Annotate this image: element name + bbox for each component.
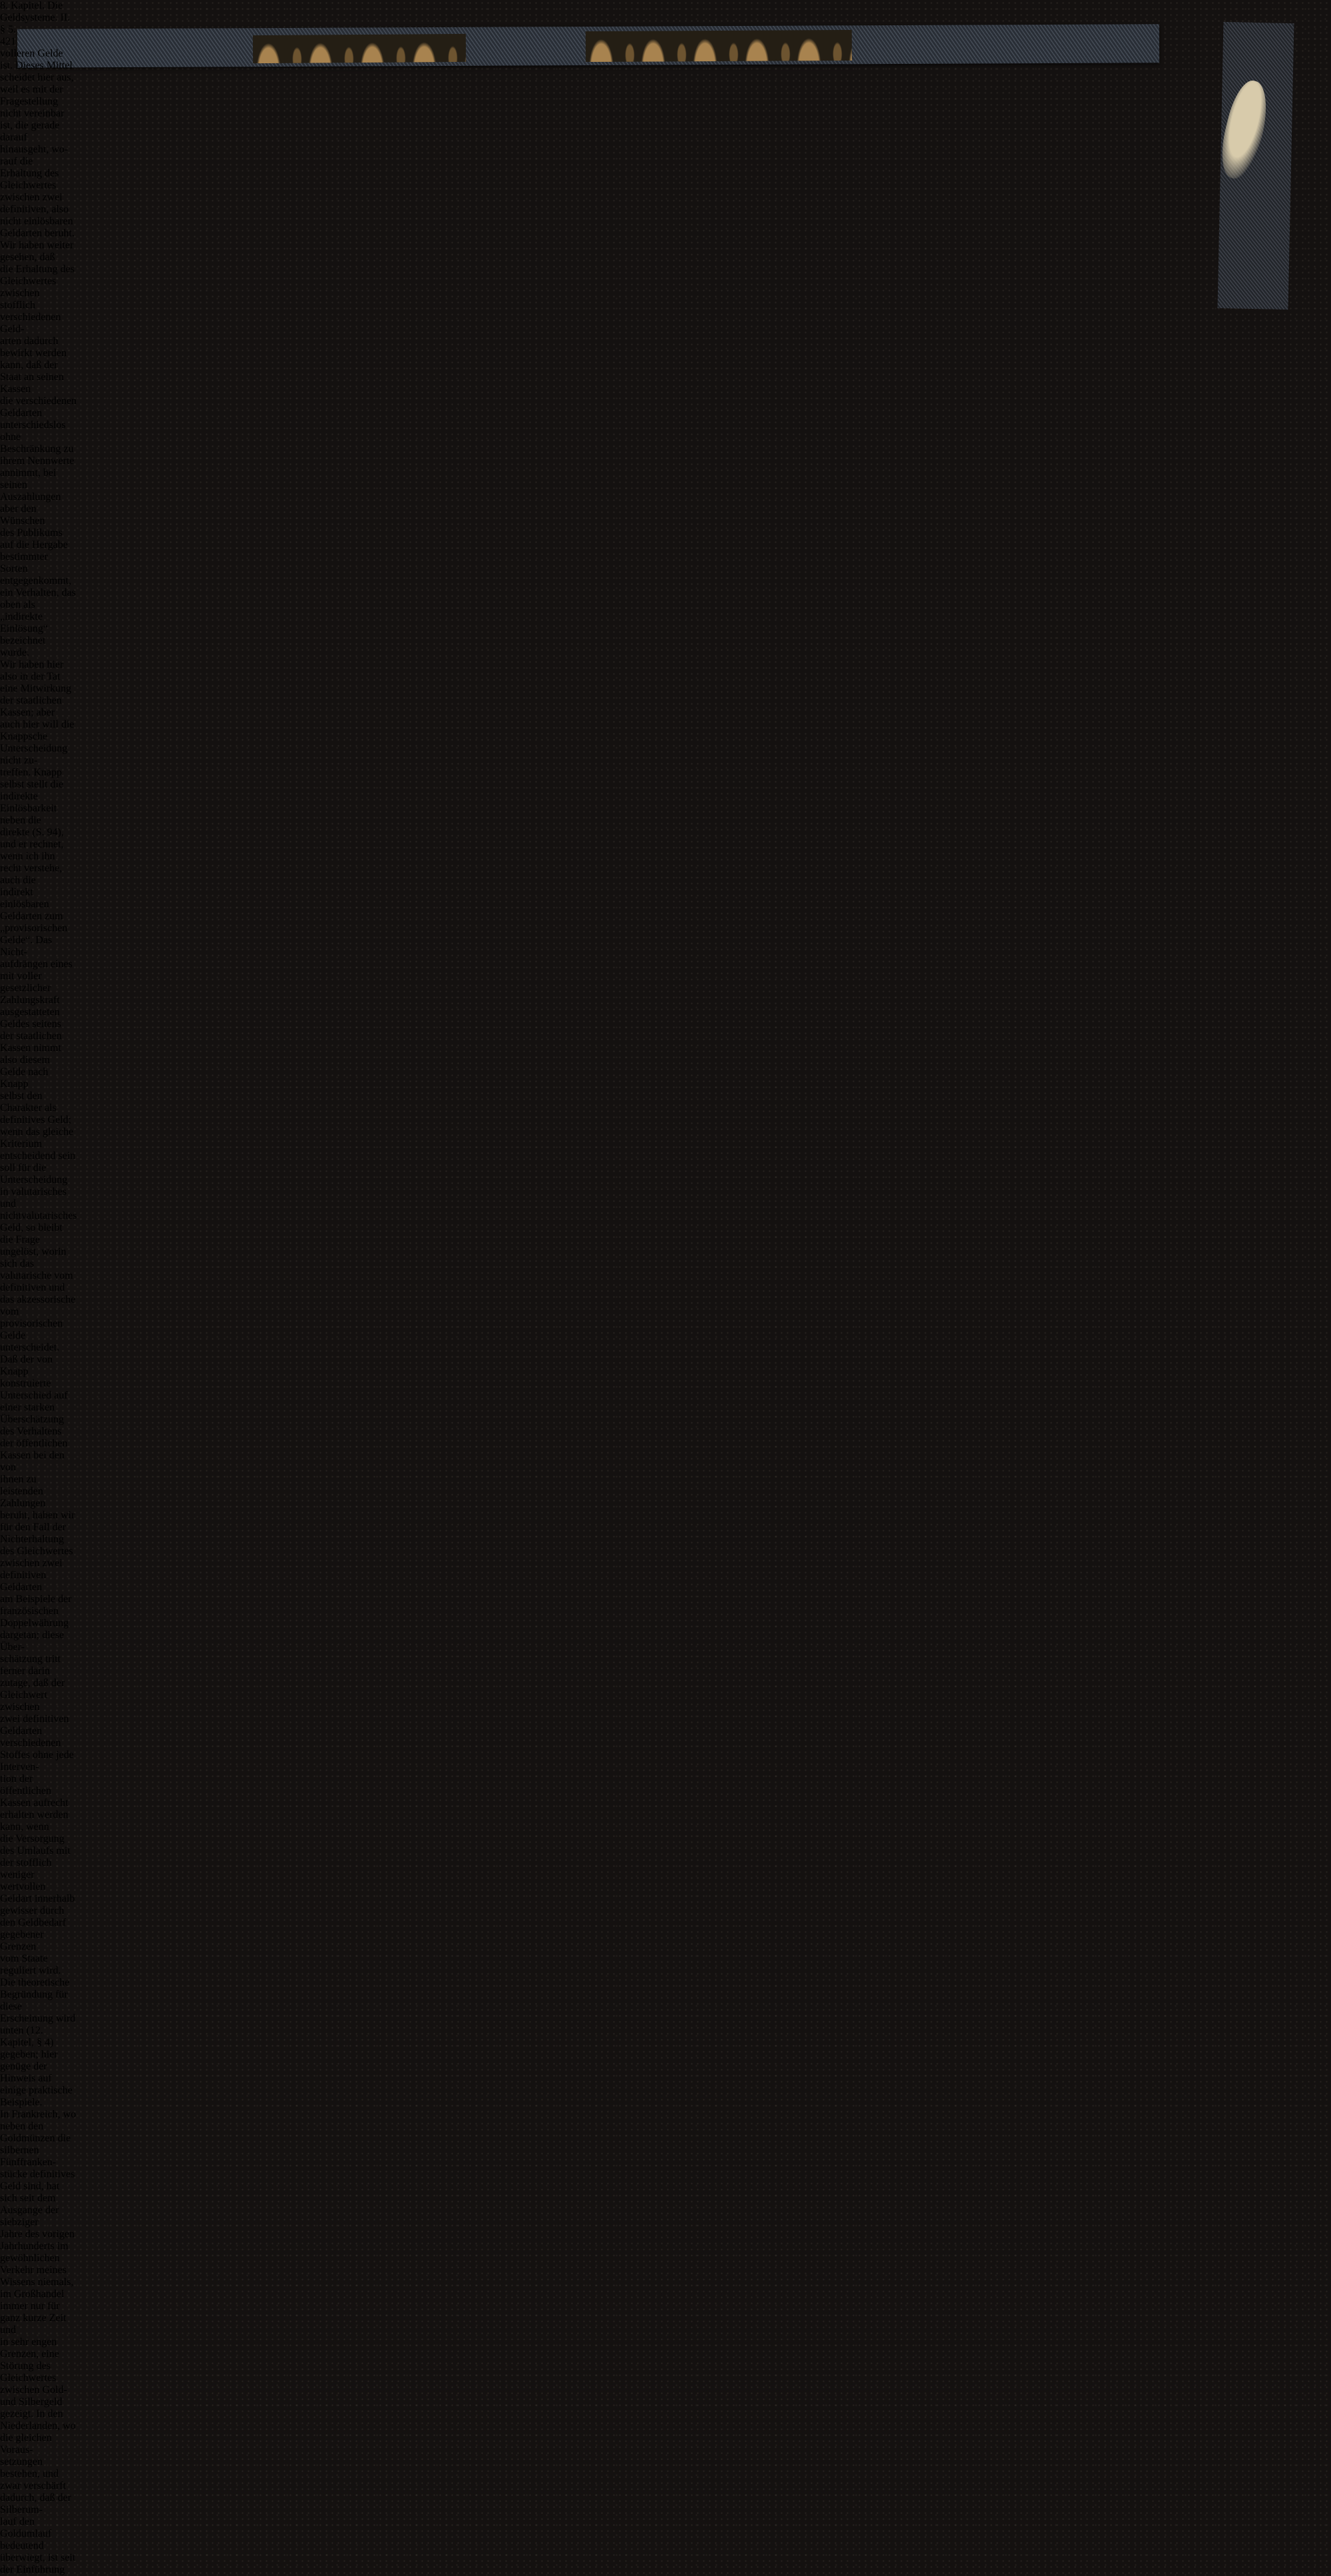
page-number: 421 — [0, 36, 16, 47]
text-line: Erscheinung wird unten (12. Kapitel, § 4) gegeben; hier genüge der — [0, 2013, 76, 2072]
text-line: Hinweis auf einige praktische Beispiele. — [0, 2073, 73, 2108]
text-line: Geldes seitens der staatlichen Kassen nimmt also diesem Gelde nach Knapp — [0, 1018, 62, 1090]
text-line: und Silbergeld gezeigt. In den Niederlanden, wo die gleichen Voraus- — [0, 2396, 76, 2456]
text-line: in sehr engen Grenzen, eine Störung des Gleichwertes zwischen Gold- — [0, 2336, 67, 2396]
text-line: tion der öffentlichen Kassen aufrecht erhalten werden kann, wenn — [0, 1773, 69, 1832]
running-head — [0, 0, 77, 48]
text-line: vom Staate reguliert wird. Die theoretische Begründung für diese — [0, 1953, 70, 2012]
smallcaps-name: Knapp — [0, 731, 29, 742]
torn-paper-remnant — [1233, 200, 1259, 273]
text-line: des Publikums auf die Hergabe bestimmter Sorten entgegenkommt, — [0, 527, 72, 586]
text-line: In Frankreich, wo neben den Goldmünzen die silbernen Fünffranken- — [0, 2109, 77, 2168]
text-line: Jahre des vorigen Jahrhunderts im gewöhnlichen Verkehr meines — [0, 2229, 75, 2276]
text-line: am Beispiele der französischen Doppelwährung dargetan; diese Über- — [0, 1594, 72, 1653]
text-line: schätzung tritt ferner darin zutage, daß der Gleichwert zwischen — [0, 1653, 65, 1713]
text-line: ein Verhalten, das oben als „indirekte Einlösung“ bezeichnet wurde. — [0, 587, 76, 658]
text-line: indirekt einlösbaren Geldarten zum „provisorischen Gelde“. Das Nicht- — [0, 887, 68, 958]
text-line: ihrem Nennwerte annimmt, bei seinen Auszahlungen aber den Wünschen — [0, 455, 75, 527]
paragraph — [0, 2109, 77, 2576]
text-block — [0, 0, 77, 2576]
paragraph — [0, 1354, 77, 2109]
text-line: Wir haben hier also in der Tat eine Mitwirkung der staatlichen — [0, 659, 72, 706]
text-line: treffen. Knapp selbst stellt die indirekte Einlösbarkeit neben die — [0, 767, 64, 826]
text-line: die Erhaltung des Gleichwertes zwischen stofflich verschiedenen Geld- — [0, 264, 75, 335]
text-line: Daß der von Knapp konstruierte Unterschied auf einer starken — [0, 1354, 68, 1413]
smallcaps-name: Knapp — [33, 767, 62, 778]
text-line: Fragestellung nicht vereinbar ist, die gerade darauf hinausgeht, wo- — [0, 96, 69, 155]
text-line: direkte (S. 94), und er rechnet, wenn ich ihn recht verstehe, auch die — [0, 827, 64, 886]
text-body — [0, 48, 77, 2576]
smallcaps-name: Knapp — [0, 1366, 29, 1377]
text-line: die Versorgung des Umlaufs mit der stofflich weniger wertvollen — [0, 1833, 71, 1892]
chapter-running-title: 8. Kapitel. Die Geldsysteme. II. § 5. — [0, 0, 71, 35]
text-line: lauf den Goldumlauf bedeutend überwiegt, ist seit der Einführung — [0, 2516, 76, 2575]
text-line: die verschiedenen Geldarten unterschiedslos ohne Beschränkung zu — [0, 395, 77, 455]
smallcaps-name: Knapp — [0, 1078, 29, 1090]
paragraph — [0, 48, 77, 1354]
marbled-endpaper-sliver-left — [253, 34, 466, 63]
text-line: nichtvalutarisches Geld, so bleibt die Frage ungelöst, worin sich das — [0, 1210, 77, 1269]
text-line: Kassen; aber auch hier will die Knappsche Unterscheidung nicht zu- — [0, 707, 75, 766]
text-line: selbst den Charakter als definitives Geld; wenn das gleiche Kriterium — [0, 1090, 74, 1150]
text-line: ihnen zu leistenden Zahlungen beruht, haben wir für den Fall der — [0, 1474, 75, 1533]
text-line: Nichterhaltung des Gleichwertes zwischen zwei definitiven Geldarten — [0, 1534, 73, 1593]
text-line: volleren Gelde ist. Dieses Mittel scheidet hier aus, weil es mit der — [0, 48, 74, 95]
text-line: aufdrängen eines mit voller gesetzlicher Zahlungskraft ausgestatteten — [0, 959, 73, 1018]
text-line: stücke definitives Geld sind, hat sich seit dem Ausgange der siebziger — [0, 2169, 75, 2228]
text-line: rauf die Erhaltung des Gleichwertes zwischen zwei definitiven, also — [0, 156, 69, 215]
marbled-endpaper-sliver-right — [586, 30, 852, 62]
text-line: zwei definitiven Geldarten verschiedenen Stoffes ohne jede Interven- — [0, 1713, 74, 1773]
text-line: nicht einlösbaren Geldarten beruht. Wir haben weiter gesehen, daß — [0, 216, 75, 263]
text-line: Wissens niemals, im Großhandel immer nur für ganz kurze Zeit und — [0, 2276, 74, 2336]
text-line: Gelde unterscheidet. — [0, 1330, 60, 1353]
text-line: setzungen bestehen, und zwar verschärft dadurch, daß der Silberum- — [0, 2456, 72, 2515]
text-line: valutarische vom definitiven und das akzessorische vom provisorischen — [0, 1270, 76, 1329]
text-line: Geldart innerhalb gewisser durch den Geldbedarf gegebener Grenzen — [0, 1893, 75, 1952]
book-page — [0, 0, 77, 2575]
text-line: entscheidend sein soll für die Unterscheidung in valutarisches und — [0, 1150, 76, 1209]
text-line: arten dadurch bewirkt werden kann, daß der Staat an seinen Kassen — [0, 335, 67, 395]
text-line: Überschätzung des Verhaltens der öffentlichen Kassen bei den von — [0, 1414, 68, 1473]
